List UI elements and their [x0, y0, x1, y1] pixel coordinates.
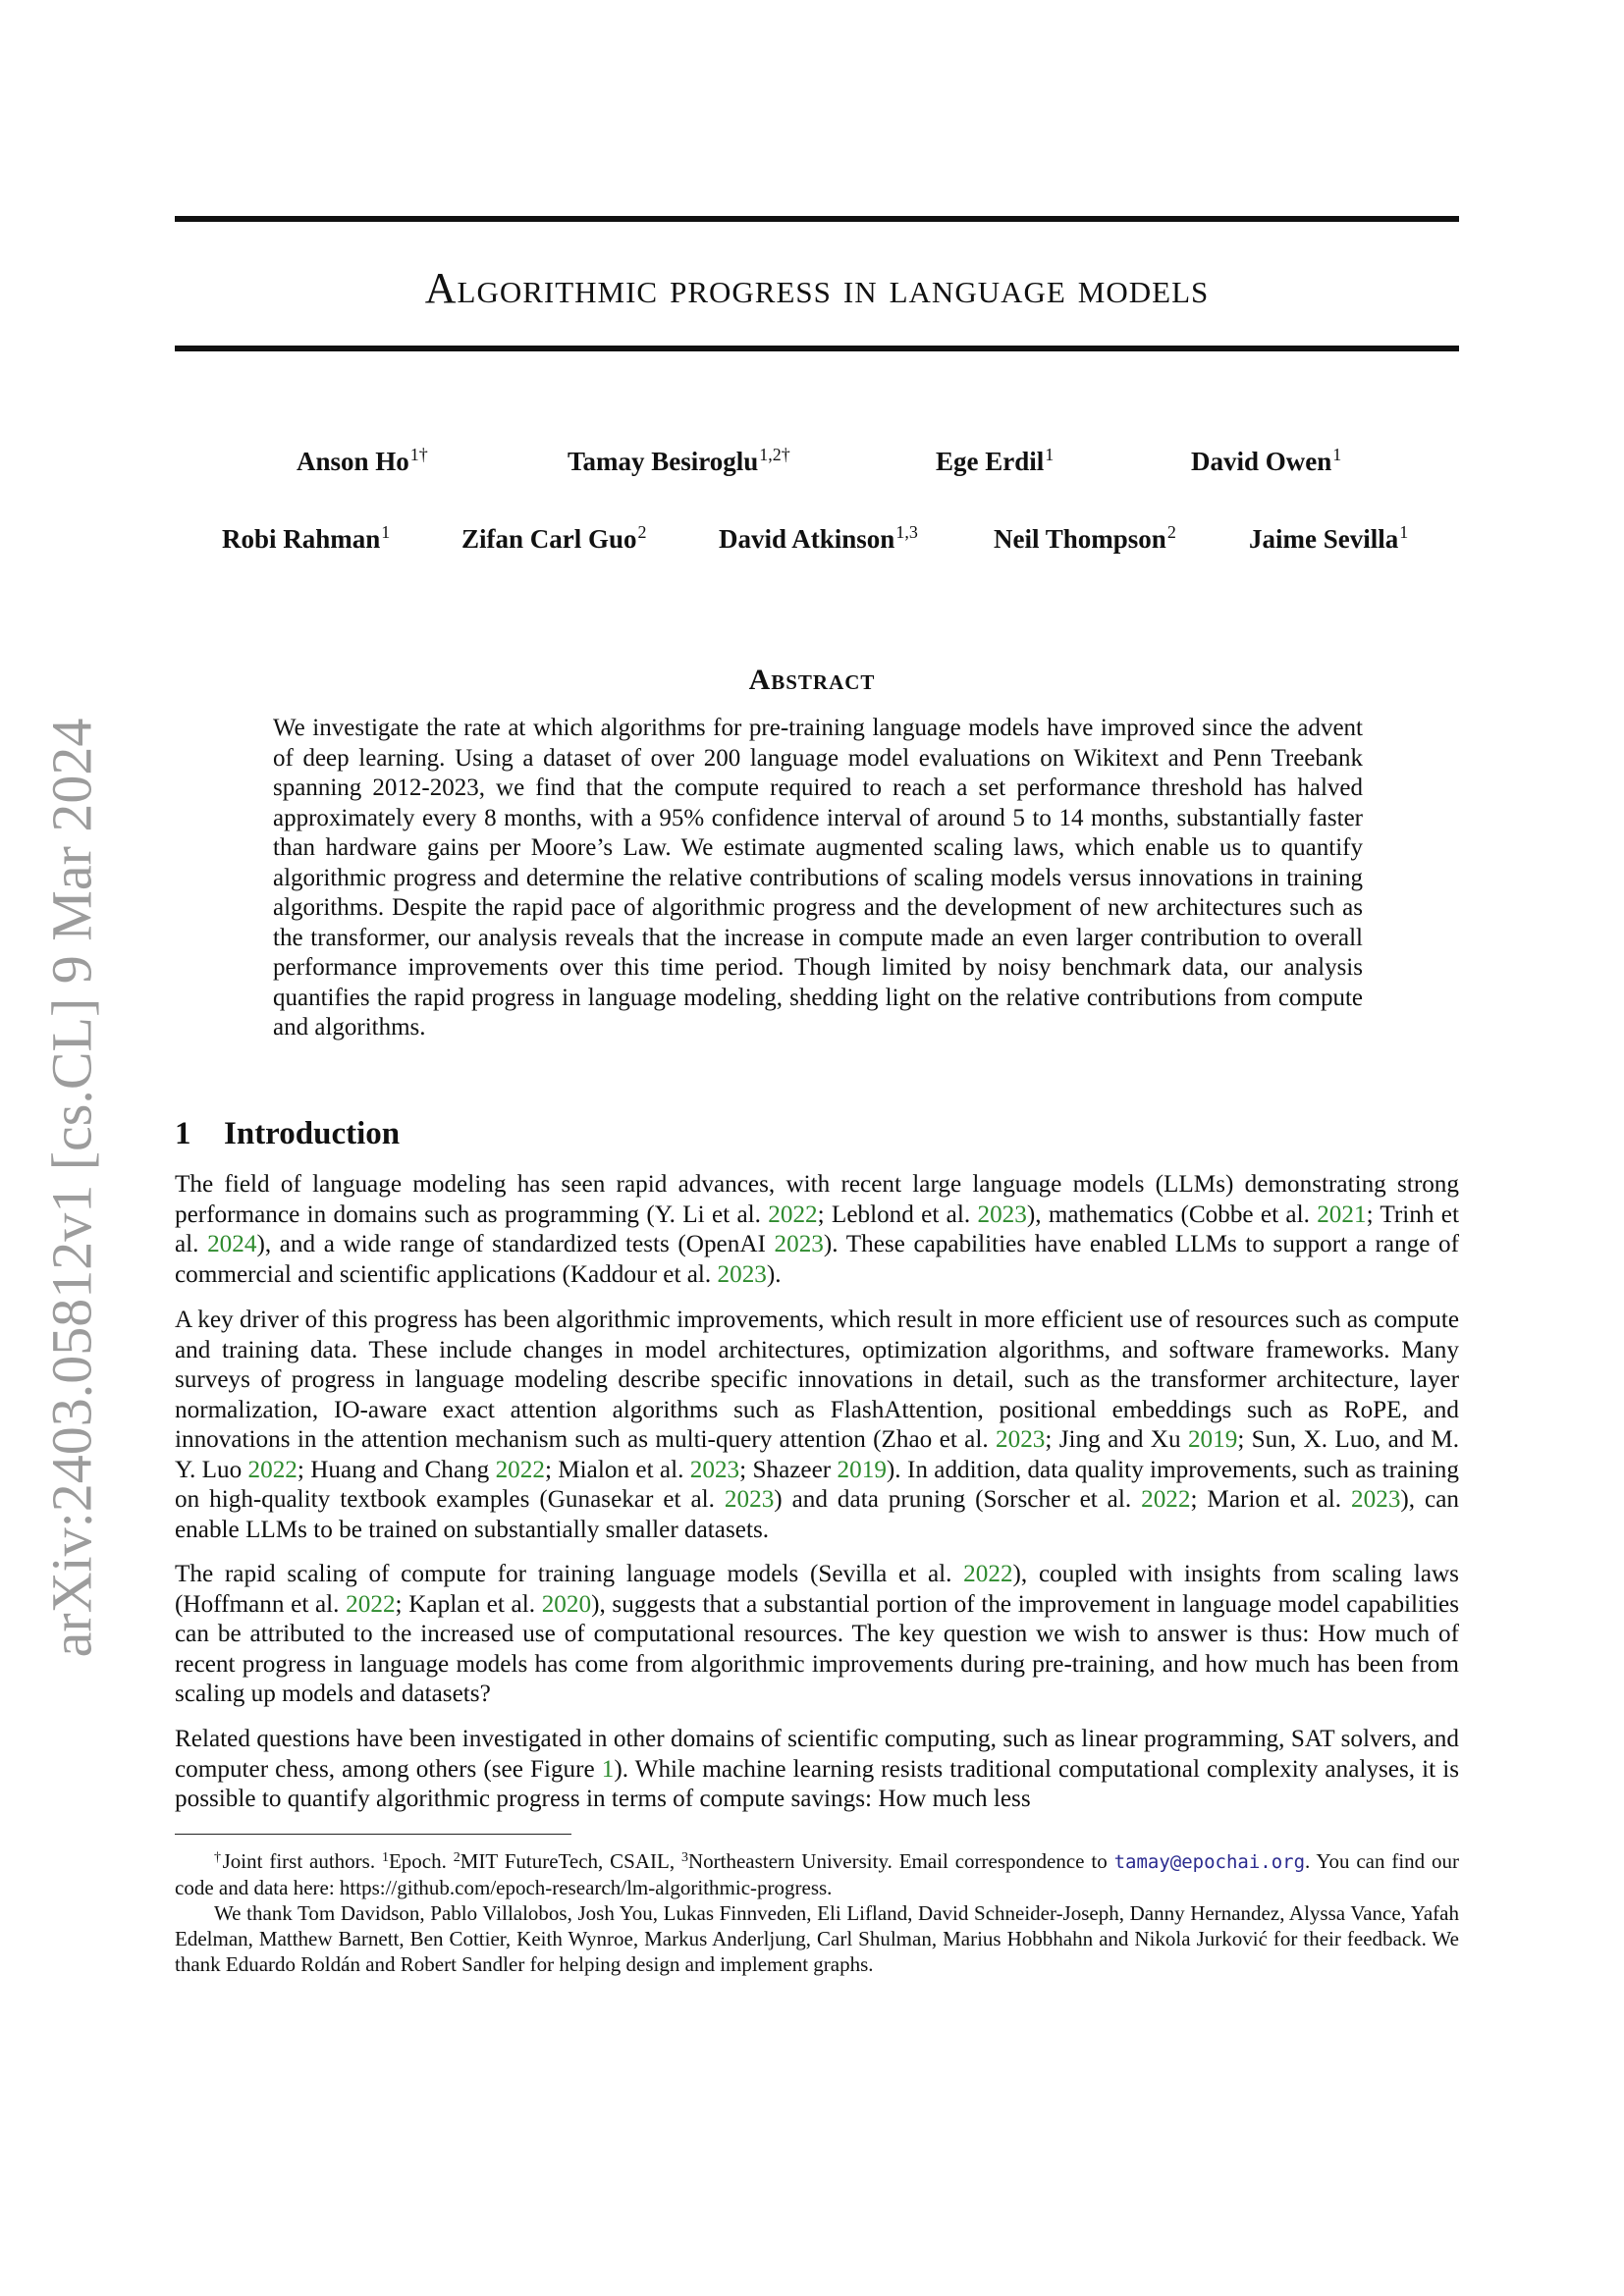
author-name: David Owen	[1191, 447, 1332, 476]
footnote-affiliations: †Joint first authors. $^1$Epoch. $^2$MIT FutureTech, CSAIL, $^3$Northeastern University. Email correspondence to tamay@epochai.org. You can find our code and data here: https://github.com/epoch-research/lm-algorithmic-progress.	[175, 1849, 1460, 1899]
citation-link[interactable]: 2019	[1187, 1426, 1238, 1453]
author-name: Ege Erdil	[936, 447, 1045, 476]
paragraph-text: ; Mialon et al.	[544, 1456, 690, 1483]
author-name: Anson Ho	[297, 447, 409, 476]
paragraph-text: ; Marion et al.	[1190, 1486, 1352, 1513]
author-affiliation: 1,3	[895, 522, 918, 542]
paragraph-text: ; Kaplan et al.	[395, 1590, 542, 1618]
citation-link[interactable]: 2022	[1141, 1486, 1191, 1513]
author	[936, 445, 1054, 477]
citation-link[interactable]: 2023	[724, 1486, 775, 1513]
paragraph-text: ; Shazeer	[739, 1456, 838, 1483]
author	[994, 522, 1176, 555]
author-name: Zifan Carl Guo	[461, 524, 637, 554]
author	[719, 522, 918, 555]
paragraph-text: ), mathematics (Cobbe et al.	[1026, 1201, 1318, 1228]
paragraph-text: A key driver of this progress has been algorithmic improvements, which result in more efficient use of resources such as compute and training data. These include changes in model architectures, optimization algorithms, and software frameworks. Many surveys of progress in language modeling describe specific innovations in detail, such as the transformer architecture, layer normalization, IO-aware exact attention algorithms such as FlashAttention, positional embeddings such as RoPE, and innovations in the attention mechanism such as multi-query attention (Zhao et al.	[175, 1307, 1459, 1453]
paragraph-text: Related questions have been investigated in other domains of scientific computing, such as linear programming, SAT solvers, and computer chess, among others (see Figure	[175, 1726, 1459, 1783]
footnote-text: . You can find our code and data here: https://github.com/epoch-research/lm-algorithmic-progress.	[175, 1849, 1460, 1899]
citation-link[interactable]: 2022	[247, 1456, 298, 1483]
arxiv-stamp-container	[37, 718, 106, 1658]
section-heading	[175, 1116, 400, 1152]
footnote-text: Northeastern University. Email correspondence to	[687, 1849, 1114, 1873]
citation-link[interactable]: 2019	[837, 1456, 887, 1483]
abstract-heading: Abstract	[748, 664, 876, 696]
section-title: Introduction	[224, 1116, 401, 1151]
paragraph-text: ), can enable LLMs to be trained on substantially smaller datasets.	[175, 1486, 1459, 1543]
author-affiliation: 1	[1399, 522, 1409, 542]
citation-link[interactable]: 2022	[963, 1561, 1013, 1587]
title-bottom-rule	[175, 346, 1459, 351]
footnote-text: Epoch.	[388, 1849, 454, 1873]
paper-title: Algorithmic progress in language models	[424, 264, 1210, 312]
author	[1249, 522, 1408, 555]
paragraph-text: ), coupled with insights from scaling laws (Hoffmann et al.	[175, 1561, 1459, 1618]
paragraph-text: The field of language modeling has seen rapid advances, with recent large language models (LLMs) demonstrating strong performance in domains such as programming (Y. Li et al.	[175, 1171, 1459, 1228]
author	[1191, 445, 1341, 477]
title-top-rule	[175, 216, 1459, 222]
author-affiliation: 1†	[409, 445, 428, 464]
footnote-text: Joint first authors.	[222, 1849, 382, 1873]
citation-link[interactable]: 2022	[346, 1590, 396, 1618]
paragraph-text: ; Trinh et al.	[175, 1201, 1459, 1257]
paragraph-text: ), and a wide range of standardized tests (OpenAI	[256, 1231, 775, 1257]
author	[568, 445, 790, 477]
author-name: Jaime Sevilla	[1249, 524, 1399, 554]
author-affiliation: 1,2†	[759, 445, 790, 464]
author-affiliation: 2	[1166, 522, 1176, 542]
citation-link[interactable]: 2023	[996, 1426, 1046, 1453]
author-name: Neil Thompson	[994, 524, 1166, 554]
footnote-text: MIT FutureTech, CSAIL,	[460, 1849, 681, 1873]
section-number: 1	[175, 1116, 191, 1151]
body-paragraph	[175, 1306, 1459, 1545]
paragraph-text: ) and data pruning (Sorscher et al.	[774, 1486, 1142, 1513]
citation-link[interactable]: 2021	[1317, 1201, 1367, 1228]
citation-link[interactable]: 2022	[495, 1456, 545, 1483]
citation-link[interactable]: 2023	[689, 1456, 740, 1483]
footnote-rule	[175, 1834, 571, 1835]
citation-link[interactable]: 2023	[774, 1231, 824, 1257]
body-paragraph	[175, 1725, 1459, 1815]
footnote-acknowledgments: We thank Tom Davidson, Pablo Villalobos, Josh You, Lukas Finnveden, Eli Lifland, David Schneider-Joseph, Danny Hernandez, Alyssa Vance, Yafah Edelman, Matthew Barnett, Ben Cottier, Keith Wynroe, Markus Anderljung, Carl Shulman, Marius Hobbhahn and Nikola Jurković for their feedback. We thank Eduardo Roldán and Robert Sandler for helping design and implement graphs.	[175, 1901, 1459, 1976]
citation-link[interactable]: 2023	[717, 1260, 767, 1288]
citation-link[interactable]: 2023	[1351, 1486, 1401, 1513]
paragraph-text: ; Jing and Xu	[1045, 1426, 1188, 1453]
author	[461, 522, 647, 555]
author	[222, 522, 390, 555]
paragraph-text: ; Sun, X. Luo, and M. Y. Luo	[175, 1426, 1459, 1483]
paragraph-text: ). In addition, data quality improvements, such as training on high-quality textbook examples (Gunasekar et al.	[175, 1456, 1459, 1513]
email-link[interactable]: tamay@epochai.org	[1113, 1851, 1306, 1873]
body-paragraph	[175, 1170, 1459, 1290]
paragraph-text: ). These capabilities have enabled LLMs to support a range of commercial and scientific applications (Kaddour et al.	[175, 1231, 1459, 1288]
citation-link[interactable]: 2024	[207, 1231, 257, 1257]
author-name: David Atkinson	[719, 524, 895, 554]
citation-link[interactable]: 2020	[541, 1590, 592, 1618]
citation-link[interactable]: 2022	[768, 1201, 818, 1228]
paragraph-text: ; Huang and Chang	[297, 1456, 496, 1483]
author-affiliation: 1	[1332, 445, 1342, 464]
paragraph-text: ). While machine learning resists traditional computational complexity analyses, it is possible to quantify algorithmic progress in terms of compute savings: How much less	[175, 1755, 1459, 1812]
body-paragraph	[175, 1560, 1459, 1710]
author-name: Robi Rahman	[222, 524, 381, 554]
paragraph-text: ).	[766, 1260, 782, 1288]
author-affiliation: 2	[637, 522, 647, 542]
paragraph-text: ), suggests that a substantial portion of the improvement in language model capabilities can be attributed to the increased use of computational resources. The key question we wish to answer is thus: How much of recent progress in language models has come from algorithmic improvements during pre-training, and how much has been from scaling up models and datasets?	[175, 1590, 1460, 1707]
abstract-text: We investigate the rate at which algorithms for pre-training language models have improved since the advent of deep learning. Using a dataset of over 200 language model evaluations on Wikitext and Penn Treebank spanning 2012-2023, we find that the compute required to reach a set performance threshold has halved approximately every 8 months, with a 95% confidence interval of around 5 to 14 months, substantially faster than hardware gains per Moore’s Law. We estimate augmented scaling laws, which enable us to quantify algorithmic progress and determine the relative contributions of scaling models versus innovations in training algorithms. Despite the rapid pace of algorithmic progress and the development of new architectures such as the transformer, our analysis reveals that the increase in compute made an even larger contribution to overall performance improvements over this time period. Though limited by noisy benchmark data, our analysis quantifies the rapid progress in language modeling, shedding light on the relative contributions from compute and algorithms.	[273, 715, 1363, 1041]
author-affiliation: 1	[381, 522, 391, 542]
arxiv-stamp: arXiv:2403.05812v1 [cs.CL] 9 Mar 2024	[39, 718, 104, 1658]
citation-link[interactable]: 2023	[977, 1201, 1027, 1228]
author-affiliation: 1	[1045, 445, 1055, 464]
paragraph-text: The rapid scaling of compute for training language models (Sevilla et al.	[175, 1561, 964, 1587]
author	[297, 445, 428, 477]
author-name: Tamay Besiroglu	[568, 447, 759, 476]
paragraph-text: ; Leblond et al.	[817, 1201, 978, 1228]
citation-link[interactable]: 1	[601, 1755, 615, 1783]
